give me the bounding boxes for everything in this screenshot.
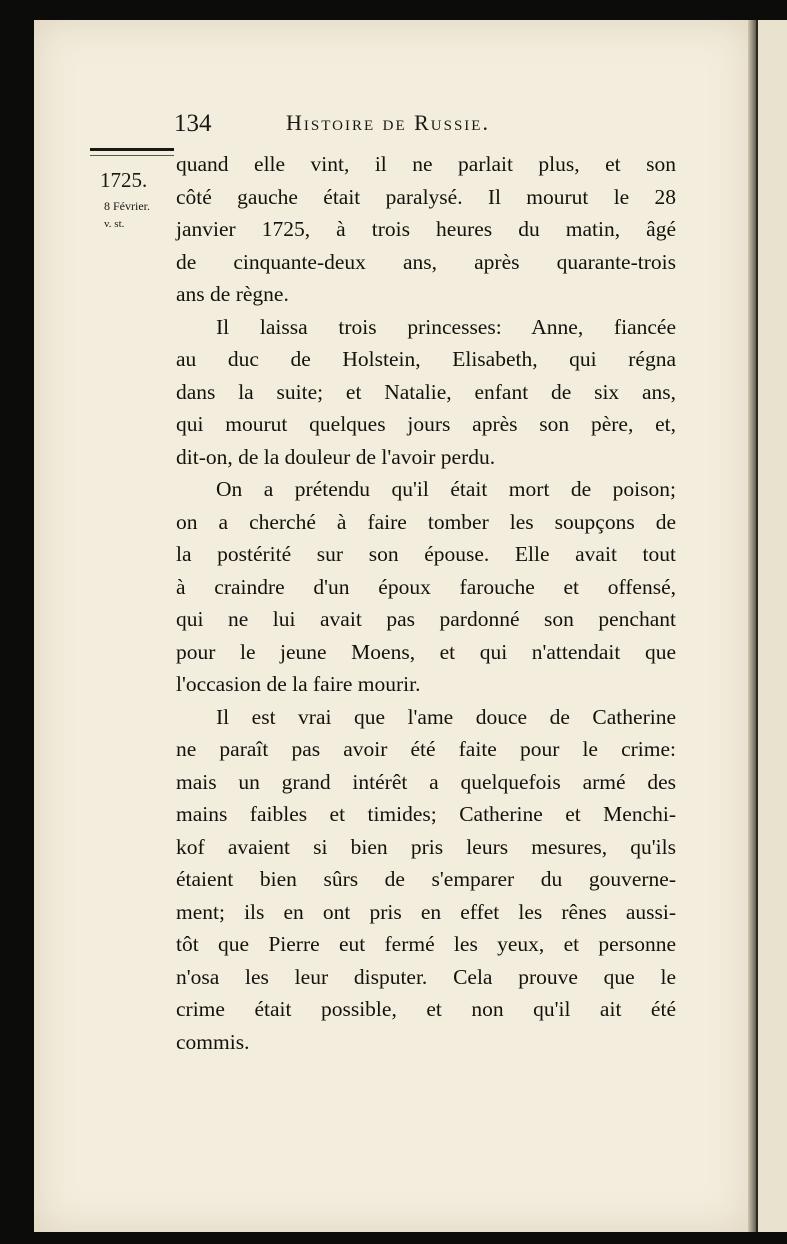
margin-rule xyxy=(90,148,174,156)
text-line: dans la suite; et Natalie, enfant de six ans, xyxy=(176,379,676,404)
facing-page-edge xyxy=(756,20,787,1232)
text-line: Il laissa trois princesses: Anne, fiancée xyxy=(216,314,676,339)
text-line: à craindre d'un époux farouche et offensé, xyxy=(176,574,676,599)
paragraph xyxy=(176,701,676,1059)
text-line: commis. xyxy=(176,1029,250,1054)
text-line: ans de règne. xyxy=(176,282,289,306)
book-page xyxy=(34,20,750,1232)
text-line: ne paraît pas avoir été faite pour le crime: xyxy=(176,737,676,761)
text-line: tôt que Pierre eut fermé les yeux, et personne xyxy=(176,932,676,956)
text-line: quand elle vint, il ne parlait plus, et son xyxy=(176,152,676,176)
page-number: 134 xyxy=(174,110,212,137)
text-line: l'occasion de la faire mourir. xyxy=(176,672,421,696)
text-line: au duc de Holstein, Elisabeth, qui régna xyxy=(176,347,676,371)
text-line: pour le jeune Moens, et qui n'attendait que xyxy=(176,639,676,664)
text-line: crime était possible, et non qu'il ait été xyxy=(176,997,676,1021)
text-line: On a prétendu qu'il était mort de poison; xyxy=(216,477,676,501)
margin-style: v. st. xyxy=(104,218,125,230)
text-line: kof avaient si bien pris leurs mesures, qu'ils xyxy=(176,834,676,859)
paragraph xyxy=(176,311,676,474)
text-line: ment; ils en ont pris en effet les rênes aussi- xyxy=(176,899,676,924)
text-line: mains faibles et timides; Catherine et Menchi- xyxy=(176,802,676,826)
text-line: janvier 1725, à trois heures du matin, âgé xyxy=(176,217,676,241)
body-text xyxy=(176,148,676,1058)
text-line: la postérité sur son épouse. Elle avait tout xyxy=(176,542,676,566)
text-line: de cinquante-deux ans, après quarante-trois xyxy=(176,249,676,274)
text-line: qui ne lui avait pas pardonné son penchant xyxy=(176,607,676,631)
text-line: étaient bien sûrs de s'emparer du gouverne- xyxy=(176,867,676,891)
paragraph xyxy=(176,473,676,701)
text-line: mais un grand intérêt a quelquefois armé des xyxy=(176,769,676,794)
text-line: on a cherché à faire tomber les soupçons de xyxy=(176,509,676,534)
text-line: côté gauche était paralysé. Il mourut le 28 xyxy=(176,184,676,209)
running-title: Histoire de Russie. xyxy=(286,110,490,135)
text-line: qui mourut quelques jours après son père, et, xyxy=(176,412,676,436)
running-head xyxy=(34,110,750,144)
paragraph xyxy=(176,148,676,311)
text-line: dit-on, de la douleur de l'avoir perdu. xyxy=(176,444,496,469)
margin-date: 8 Février. xyxy=(104,199,150,213)
text-line: Il est vrai que l'ame douce de Catherine xyxy=(216,704,676,729)
text-line: n'osa les leur disputer. Cela prouve que le xyxy=(176,964,676,989)
margin-note xyxy=(92,168,176,230)
margin-year: 1725. xyxy=(100,168,148,192)
